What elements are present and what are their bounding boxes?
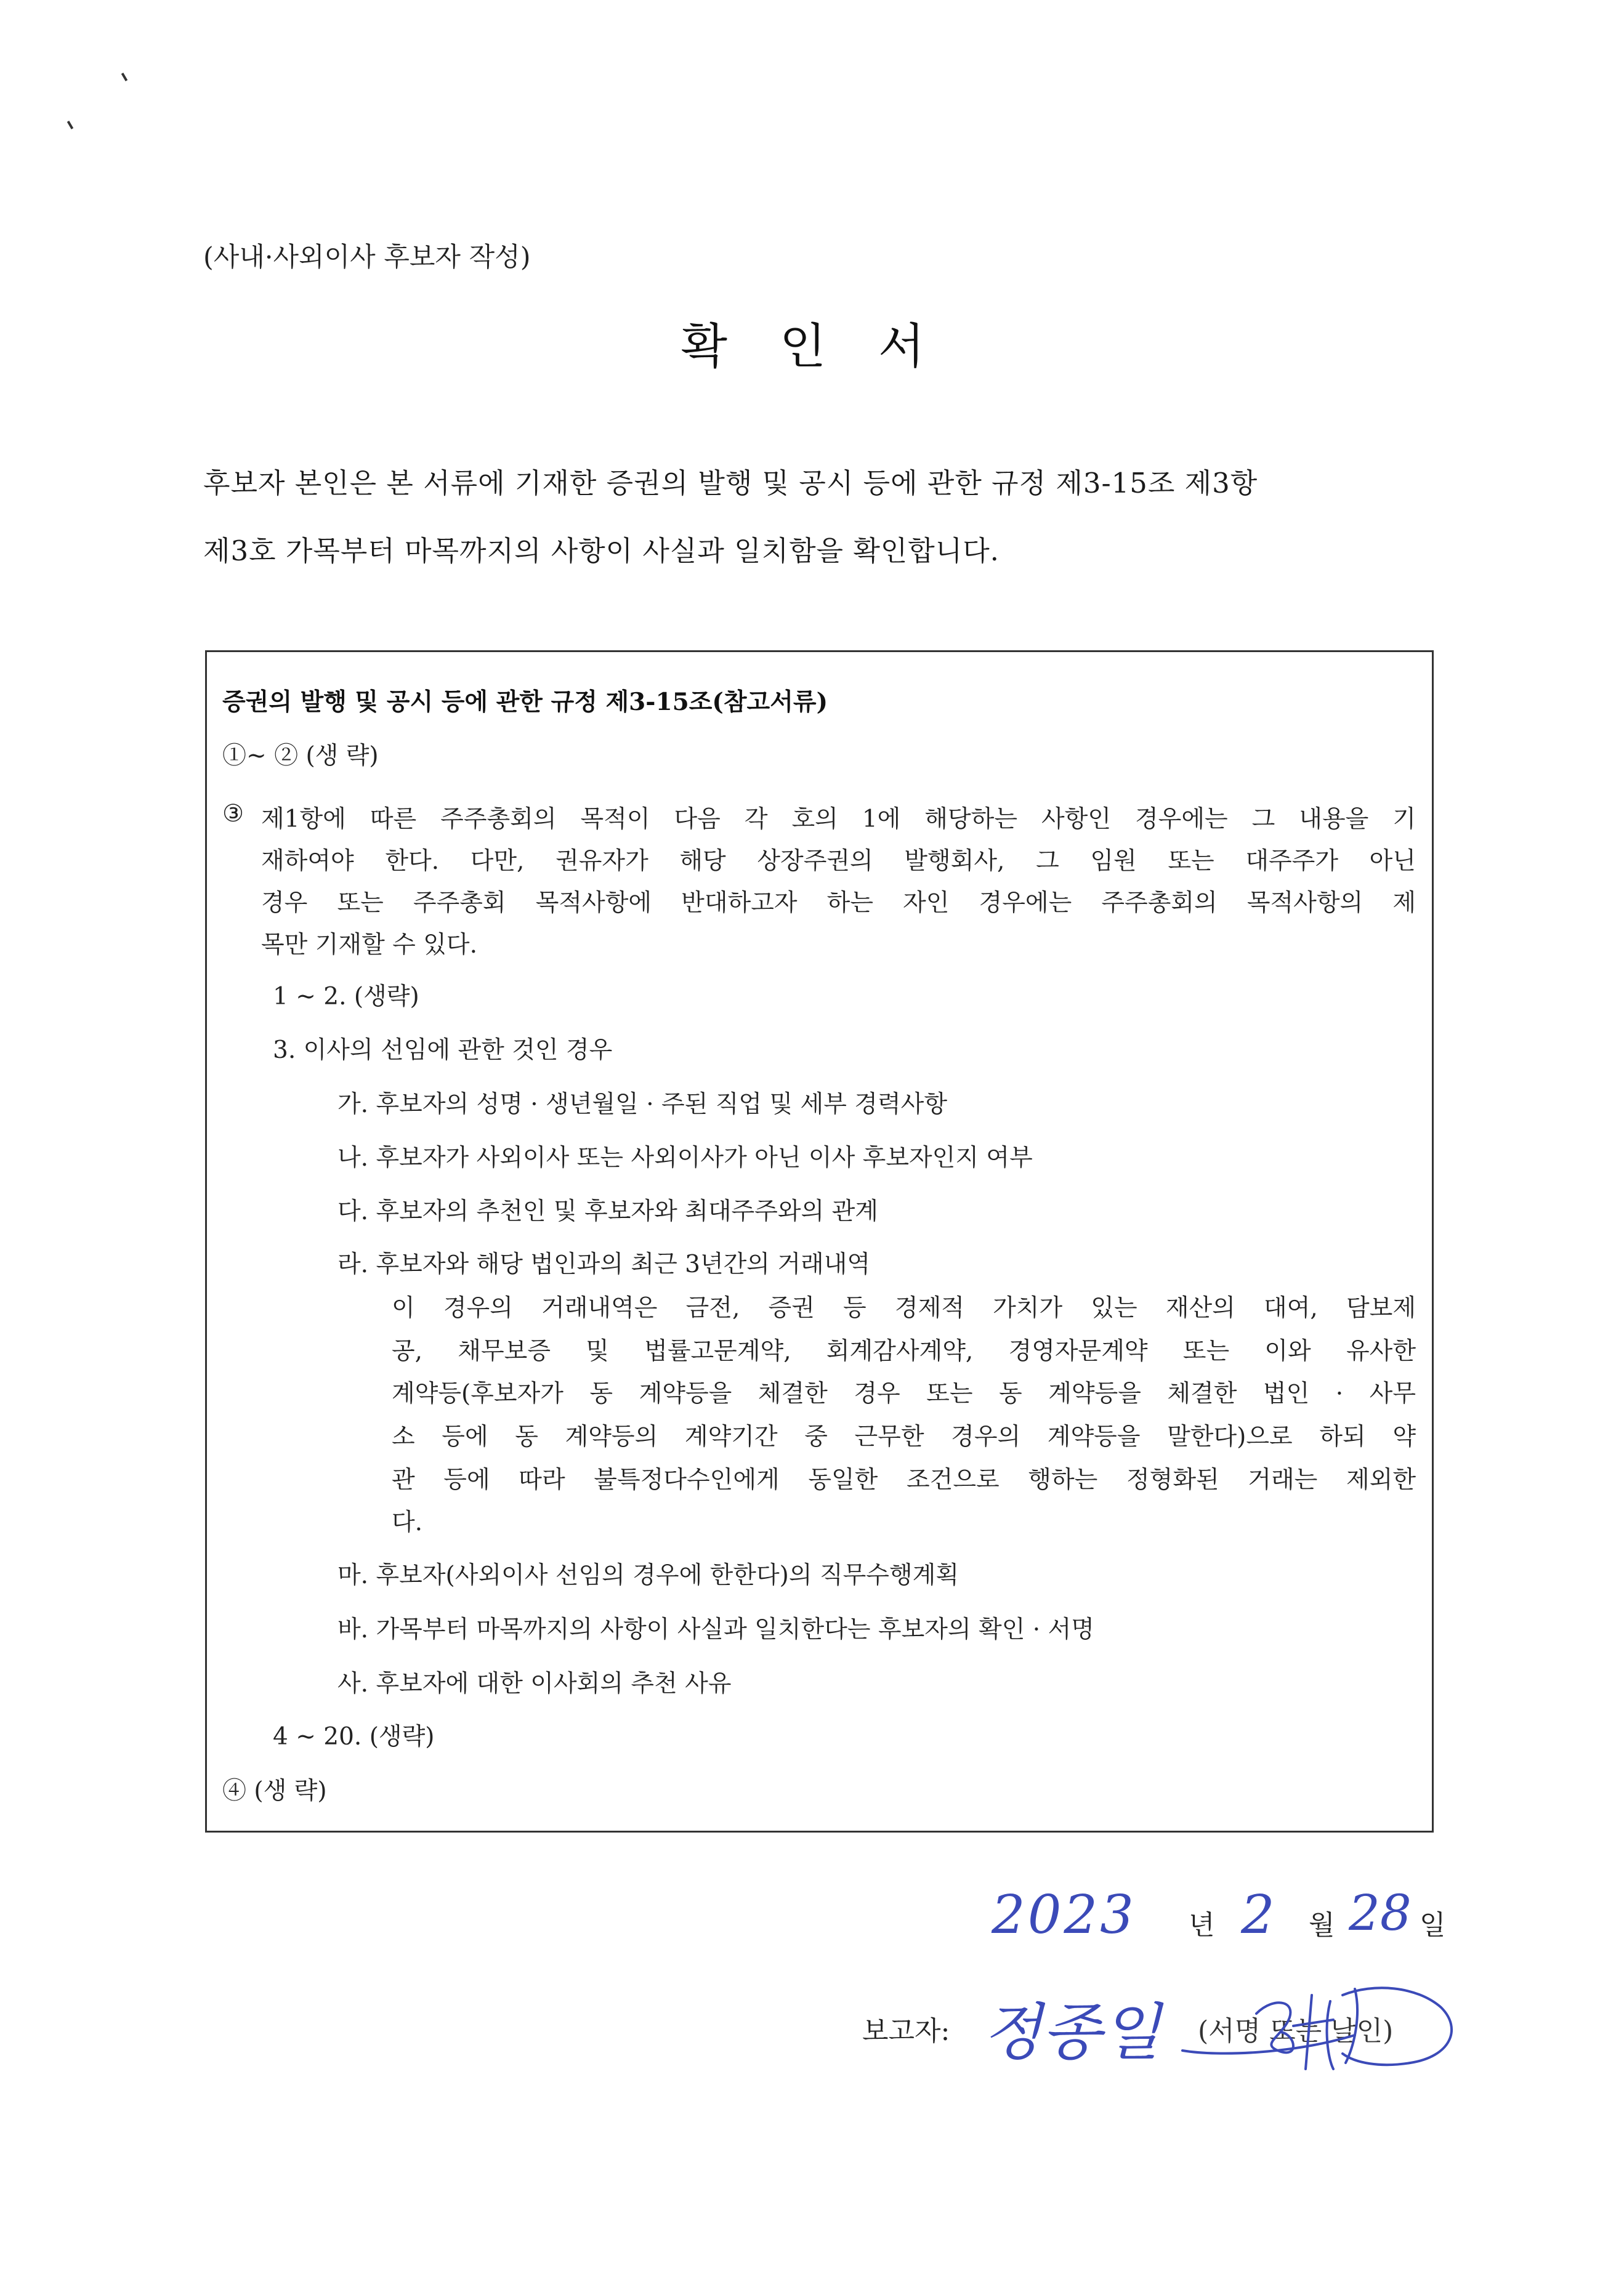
signature-note: (서명 또는 날인)	[1198, 2015, 1394, 2047]
sub-item-ra-detail: 공, 채무보증 및 법률고문계약, 회계감사계약, 경영자문계약 또는 이와 유사한	[392, 1337, 1416, 1365]
item-3: 3. 이사의 선임에 관한 것인 경우	[273, 1036, 613, 1064]
paragraph-3-line: 제1항에 따른 주주총회의 목적이 다음 각 호의 1에 해당하는 사항인 경우에는 그 내용을 기	[261, 805, 1416, 833]
scan-speck	[67, 121, 73, 129]
handwritten-month: 2	[1241, 1884, 1275, 1946]
year-unit: 년	[1189, 1910, 1215, 1941]
intro-line-1: 후보자 본인은 본 서류에 기재한 증권의 발행 및 공시 등에 관한 규정 제3-15조 제3항	[203, 467, 1258, 499]
reporter-line	[862, 1977, 1478, 2081]
handwritten-name: 정종일	[982, 1996, 1161, 2068]
author-note: (사내·사외이사 후보자 작성)	[203, 242, 531, 273]
reference-box	[205, 650, 1434, 1833]
date-line	[961, 1884, 1453, 1958]
handwritten-day: 28	[1349, 1884, 1412, 1942]
intro-line-2: 제3호 가목부터 마목까지의 사항이 사실과 일치함을 확인합니다.	[203, 534, 1000, 567]
sub-item-ra-detail: 계약등(후보자가 동 계약등을 체결한 경우 또는 동 계약등을 체결한 법인 · 사무	[392, 1380, 1416, 1408]
sub-item-ra-detail: 소 등에 동 계약등의 계약기간 중 근무한 경우의 계약등을 말한다)으로 하되 약	[392, 1423, 1416, 1451]
item-4-20: 4 ~ 20. (생략)	[273, 1723, 435, 1751]
reporter-label: 보고자:	[862, 2015, 950, 2047]
document-title: 확 인 서	[681, 319, 943, 374]
paragraph-1-2: ①~ ② (생 략)	[222, 742, 379, 770]
sub-item-ga: 가. 후보자의 성명 · 생년월일 · 주된 직업 및 세부 경력사항	[337, 1091, 947, 1118]
paragraph-3-line: 목만 기재할 수 있다.	[261, 931, 477, 959]
paragraph-3-line: 경우 또는 주주총회 목적사항에 반대하고자 하는 자인 경우에는 주주총회의 목적사항의 제	[261, 889, 1416, 917]
paragraph-4: ④ (생 략)	[222, 1777, 327, 1805]
scan-speck	[121, 73, 127, 81]
sub-item-sa: 사. 후보자에 대한 이사회의 추천 사유	[337, 1670, 732, 1698]
sub-item-da: 다. 후보자의 추천인 및 후보자와 최대주주와의 관계	[337, 1198, 878, 1225]
paragraph-3-line: 재하여야 한다. 다만, 권유자가 해당 상장주권의 발행회사, 그 임원 또는 대주주가 아닌	[261, 847, 1416, 875]
paragraph-3-number: ③	[222, 800, 244, 828]
sub-item-ra-detail: 이 경우의 거래내역은 금전, 증권 등 경제적 가치가 있는 재산의 대여, 담보제	[392, 1294, 1416, 1322]
reference-title: 증권의 발행 및 공시 등에 관한 규정 제3-15조(참고서류)	[222, 688, 828, 716]
sub-item-ra-detail: 다.	[392, 1509, 423, 1536]
sub-item-ra: 라. 후보자와 해당 법인과의 최근 3년간의 거래내역	[337, 1251, 871, 1278]
sub-item-ma: 마. 후보자(사외이사 선임의 경우에 한한다)의 직무수행계획	[337, 1562, 959, 1589]
month-unit: 월	[1309, 1910, 1335, 1941]
handwritten-year: 2023	[992, 1884, 1136, 1946]
item-1-2: 1 ~ 2. (생략)	[273, 983, 419, 1010]
sub-item-ba: 바. 가목부터 마목까지의 사항이 사실과 일치한다는 후보자의 확인 · 서명	[337, 1616, 1094, 1644]
day-unit: 일	[1420, 1910, 1446, 1941]
sub-item-na: 나. 후보자가 사외이사 또는 사외이사가 아닌 이사 후보자인지 여부	[337, 1144, 1033, 1172]
signature-scribble	[1170, 1977, 1466, 2081]
sub-item-ra-detail: 관 등에 따라 불특정다수인에게 동일한 조건으로 행하는 정형화된 거래는 제외한	[392, 1466, 1416, 1494]
